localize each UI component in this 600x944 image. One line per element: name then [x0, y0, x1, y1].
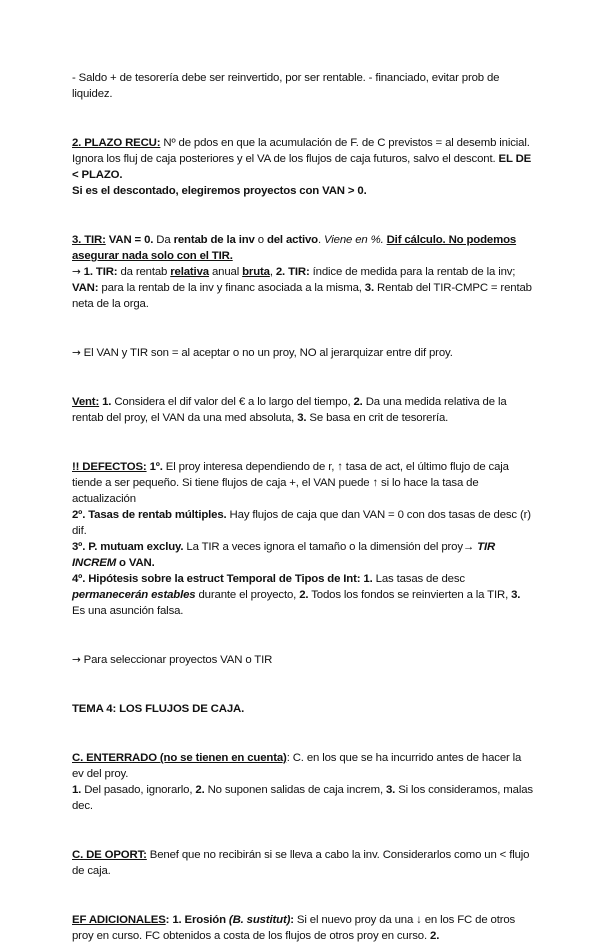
tema-4-title: TEMA 4: LOS FLUJOS DE CAJA.	[72, 703, 245, 715]
paragraph-plazo-recu	[72, 135, 534, 199]
tir-bold-underline: Dif cálculo. No podemos asegurar nada solo con el TIR.	[72, 234, 517, 262]
tir-bold-3: del activo	[266, 234, 318, 246]
vent-text-1: Considera el dif valor del € a lo largo del tiempo,	[111, 396, 354, 408]
vent-text-3: Se basa en crit de tesorería.	[306, 412, 449, 424]
tir2-text-2: anual	[208, 266, 243, 278]
defectos-bold-1: 1º.	[146, 461, 163, 473]
defecto-3-o-van: o VAN.	[116, 557, 155, 569]
ef-adicionales-heading: EF ADICIONALES	[72, 914, 166, 926]
tir-bold-1: VAN = 0.	[105, 234, 154, 246]
tir2-bold-3: VAN:	[72, 282, 99, 294]
tir-italic: Viene en %.	[324, 234, 384, 246]
plazo-recu-text: Nº de pdos en que la acumulación de F. de C previstos = al desemb inicial. Ignora los fluj de caja posteriores y el VA de los flujos de caja futuros, salvo el descont.	[72, 137, 530, 165]
tir-bold-2: rentab de la inv	[173, 234, 255, 246]
defecto-4-bold-3: 3.	[511, 589, 521, 601]
tir-text-3: .	[317, 234, 325, 246]
tir2-bruta: bruta	[242, 266, 270, 278]
section-title-tema-4	[72, 701, 534, 717]
tir-heading: 3. TIR:	[72, 234, 106, 246]
tir2-bold-4: 3.	[364, 282, 374, 294]
defecto-2-bold: 2º. Tasas de rentab múltiples.	[72, 509, 227, 521]
c-enterrado-heading: C. ENTERRADO (no se tienen en cuenta)	[72, 752, 287, 764]
defectos-heading: !! DEFECTOS:	[72, 461, 147, 473]
tir2-text-3: ,	[269, 266, 276, 278]
paragraph-defecto-4	[72, 571, 534, 619]
c-enterrado-text-3: No suponen salidas de caja increm,	[204, 784, 386, 796]
defecto-2-text: Hay flujos de caja que dan VAN = 0 con dos tasas de desc (r) dif.	[72, 509, 531, 537]
tir2-bold-2: 2. TIR:	[275, 266, 310, 278]
c-enterrado-bold-1: 1.	[72, 784, 82, 796]
c-oport-text: Benef que no recibirán si se lleva a cabo la inv. Considerarlos como un < flujo de caja.	[72, 849, 530, 877]
paragraph-c-enterrado-points	[72, 782, 534, 814]
ef-bold-colon: :	[290, 914, 294, 926]
defecto-3-bold: 3º. P. mutuam excluy.	[72, 541, 184, 553]
defecto-4-text-3: Todos los fondos se reinvierten a la TIR,	[308, 589, 512, 601]
saldo-text: - Saldo + de tesorería debe ser reinvertido, por ser rentable. - financiado, evitar prob de liquidez.	[72, 72, 500, 100]
ventajas-heading: Vent:	[72, 396, 100, 408]
tir2-text-6: Rentab del TIR-CMPC = rentab neta de la orga.	[72, 282, 532, 310]
c-enterrado-bold-3: 3.	[385, 784, 396, 796]
paragraph-ventajas	[72, 394, 534, 426]
paragraph-van-tir	[72, 345, 534, 361]
paragraph-defecto-3	[72, 539, 534, 571]
document-page	[72, 70, 534, 944]
defecto-4-text-4: Es una asunción falsa.	[72, 605, 184, 617]
ef-sustitut: (B. sustitut)	[228, 914, 291, 926]
paragraph-tir-detail	[72, 264, 534, 312]
ef-bold-1: : 1. Erosión	[165, 914, 229, 926]
paragraph-saldo-tesoreria	[72, 70, 534, 102]
ef-bold-2: 2.	[430, 930, 440, 942]
vent-bold-1: 1.	[99, 396, 112, 408]
paragraph-defectos	[72, 459, 534, 507]
defecto-3-tir-increm: TIR INCREM	[72, 541, 496, 569]
plazo-recu-bold-1: EL DE < PLAZO.	[72, 153, 532, 181]
plazo-recu-bold-2: Si es el descontado, elegiremos proyectos con VAN > 0.	[72, 185, 367, 197]
tir2-bold-1: 1. TIR:	[80, 266, 118, 278]
paragraph-tir	[72, 232, 534, 264]
van-tir-text: El VAN y TIR son = al aceptar o no un proy, NO al jerarquizar entre dif proy.	[80, 347, 453, 359]
tir-text-2: o	[254, 234, 267, 246]
c-enterrado-text-4: Si los consideramos, malas dec.	[72, 784, 533, 812]
right-arrow-icon: →	[72, 654, 81, 666]
tir2-text-5: para la rentab de la inv y financ asociada a la misma,	[98, 282, 365, 294]
right-arrow-icon: →	[72, 347, 81, 359]
defecto-4-bold: 4º. Hipótesis sobre la estruct Temporal de Tipos de Int: 1.	[72, 573, 373, 585]
vent-bold-2: 2.	[353, 396, 363, 408]
paragraph-c-oport	[72, 847, 534, 879]
defecto-4-estables: permanecerán estables	[72, 589, 196, 601]
c-enterrado-text-2: Del pasado, ignorarlo,	[81, 784, 196, 796]
tir2-relativa: relativa	[170, 266, 209, 278]
right-arrow-icon: →	[72, 266, 81, 278]
paragraph-c-enterrado	[72, 750, 534, 782]
paragraph-seleccionar	[72, 652, 534, 668]
vent-text-2: Da una medida relativa de la rentab del proy, el VAN da una med absoluta,	[72, 396, 507, 424]
defecto-3-text: La TIR a veces ignora el tamaño o la dimensión del proy→	[183, 541, 478, 553]
vent-bold-3: 3.	[297, 412, 307, 424]
tir2-text-1: da rentab	[117, 266, 171, 278]
defecto-4-bold-2: 2.	[299, 589, 309, 601]
defecto-4-text-1: Las tasas de desc	[372, 573, 465, 585]
c-enterrado-text-1: : C. en los que se ha incurrido antes de hacer la ev del proy.	[72, 752, 522, 780]
paragraph-ef-adicionales	[72, 912, 534, 944]
c-enterrado-bold-2: 2.	[195, 784, 205, 796]
ef-text-1: Si el nuevo proy da una ↓ en los FC de otros proy en curso. FC obtenidos a costa de los flujos de otros proy en curso.	[72, 914, 516, 942]
plazo-recu-heading: 2. PLAZO RECU:	[72, 137, 161, 149]
seleccionar-text: Para seleccionar proyectos VAN o TIR	[80, 654, 273, 666]
tir2-text-4: índice de medida para la rentab de la inv;	[309, 266, 516, 278]
tir-text-1: Da	[153, 234, 174, 246]
defecto-4-text-2: durante el proyecto,	[195, 589, 300, 601]
c-oport-heading: C. DE OPORT:	[72, 849, 147, 861]
defectos-text-1: El proy interesa dependiendo de r, ↑ tasa de act, el último flujo de caja tiende a ser pequeño. Si tiene flujos de caja +, el VAN puede ↑ si lo hace la tasa de actualización	[72, 461, 509, 505]
paragraph-defecto-2	[72, 507, 534, 539]
